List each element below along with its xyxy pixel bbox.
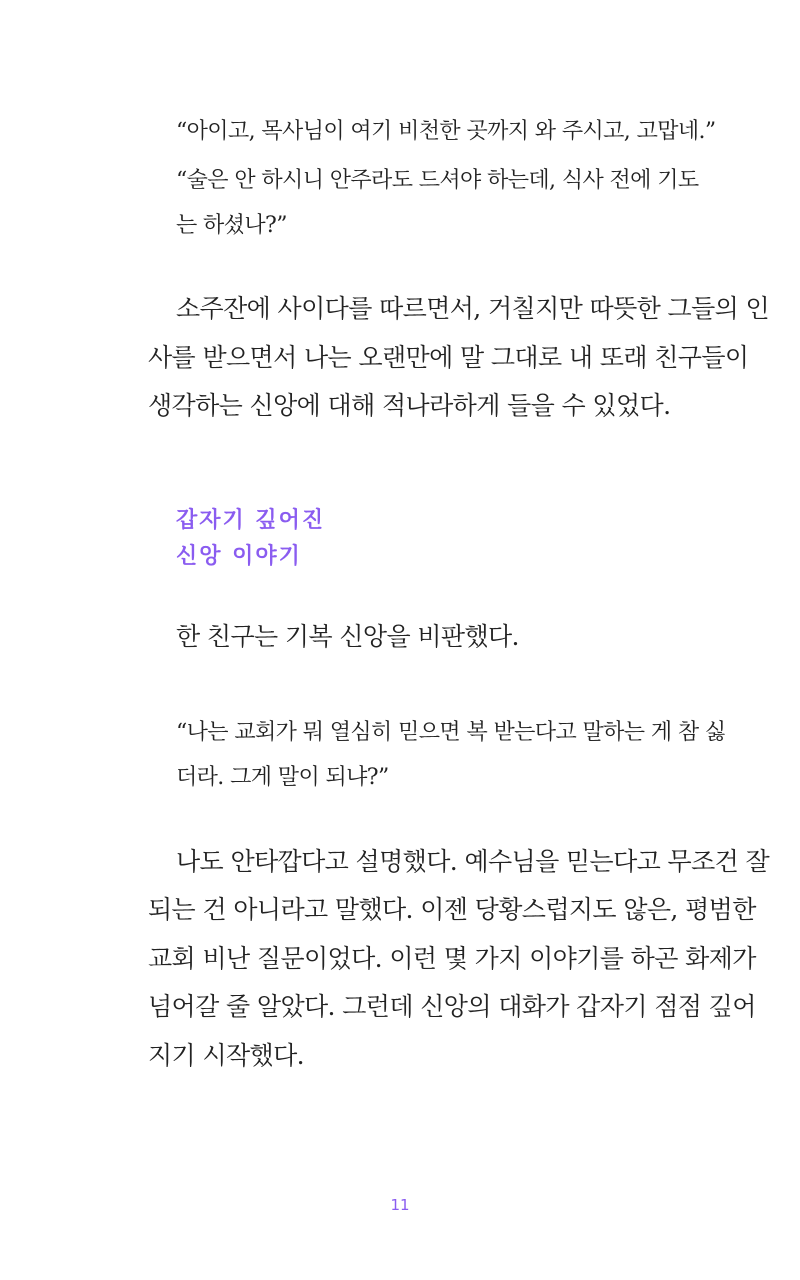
paragraph-line: 사를 받으면서 나는 오랜만에 말 그대로 내 또래 친구들이: [148, 343, 749, 372]
quote-line: “나는 교회가 뭐 열심히 믿으면 복 받는다고 말하는 게 참 싫: [176, 720, 726, 745]
paragraph-line: 교회 비난 질문이었다. 이런 몇 가지 이야기를 하곤 화제가: [148, 944, 756, 973]
quote-line: 더라. 그게 말이 되냐?”: [176, 765, 389, 790]
section-heading-line: 신앙 이야기: [176, 544, 302, 569]
paragraph-line: 나도 안타깝다고 설명했다. 예수님을 믿는다고 무조건 잘: [176, 847, 770, 876]
quote-line: “술은 안 하시니 안주라도 드셔야 하는데, 식사 전에 기도: [176, 168, 699, 193]
quote-line: 는 하셨나?”: [176, 213, 287, 238]
paragraph-line: 넘어갈 줄 알았다. 그런데 신앙의 대화가 갑자기 점점 깊어: [148, 992, 756, 1021]
section-heading-line: 갑자기 깊어진: [176, 508, 326, 533]
paragraph-line: 생각하는 신앙에 대해 적나라하게 들을 수 있었다.: [148, 391, 671, 420]
paragraph-line: 지기 시작했다.: [148, 1041, 304, 1070]
quote-line: “아이고, 목사님이 여기 비천한 곳까지 와 주시고, 고맙네.”: [176, 119, 716, 144]
paragraph-line: 소주잔에 사이다를 따르면서, 거칠지만 따뜻한 그들의 인: [176, 294, 770, 323]
page-number: 11: [390, 1196, 410, 1214]
paragraph-line: 한 친구는 기복 신앙을 비판했다.: [176, 622, 519, 651]
paragraph-line: 되는 건 아니라고 말했다. 이젠 당황스럽지도 않은, 평범한: [148, 895, 756, 924]
